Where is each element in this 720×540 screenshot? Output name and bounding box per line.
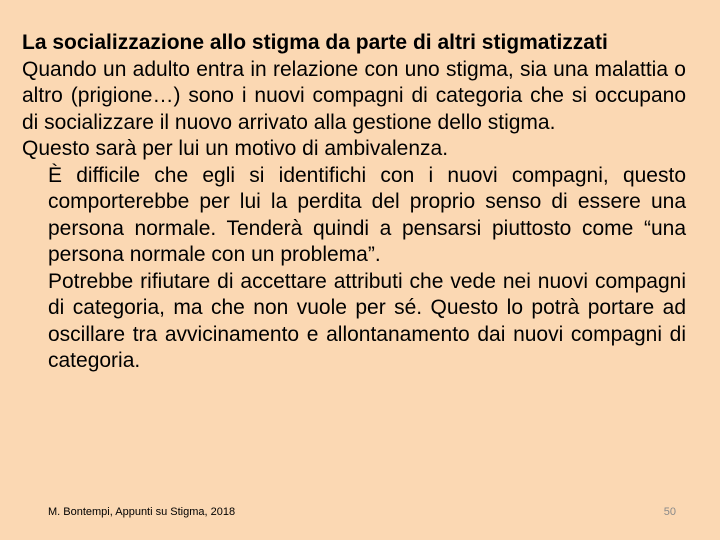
sub-paragraph-identification: È difficile che egli si identifichi con i nuovi compagni, questo comporterebbe per lui la perdita del proprio senso di essere una persona normale. Tenderà quindi a pensarsi piuttosto come “una persona normale con un problema”. (48, 163, 686, 266)
paragraph-ambivalence: Questo sarà per lui un motivo di ambivalenza. (22, 137, 449, 160)
sub-paragraph-oscillation: Potrebbe rifiutare di accettare attributi che vede nei nuovi compagni di categoria, ma che non vuole per sé. Questo lo potrà portare ad oscillare tra avvicinamento e allontanamento dai nuovi compagni di categoria. (48, 269, 686, 372)
slide-content (22, 30, 686, 375)
slide-title: La socializzazione allo stigma da parte di altri stigmatizzati (22, 31, 608, 54)
footer-citation: M. Bontempi, Appunti su Stigma, 2018 (48, 506, 236, 518)
page-number: 50 (663, 506, 676, 518)
paragraph-intro: Quando un adulto entra in relazione con uno stigma, sia una malattia o altro (prigione…) sono i nuovi compagni di categoria che si occupano di socializzare il nuovo arrivato alla gestione dello stigma. (22, 57, 686, 134)
